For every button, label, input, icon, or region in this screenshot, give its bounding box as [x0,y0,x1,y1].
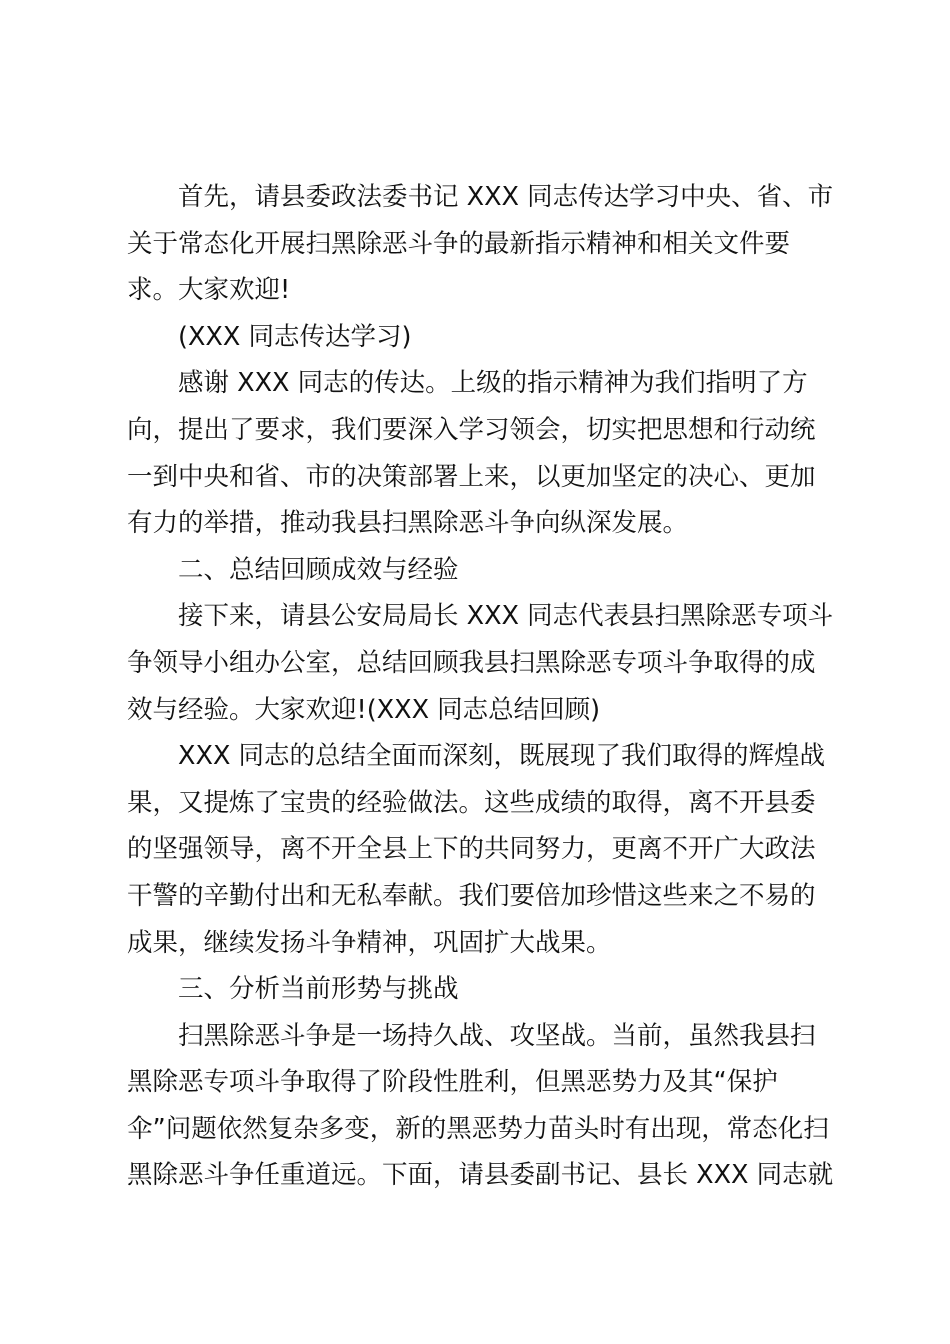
text-line: 干警的辛勤付出和无私奉献。我们要倍加珍惜这些来之不易的 [127,880,816,911]
text-line: 效与经验。大家欢迎!(XXX 同志总结回顾) [127,694,601,725]
text-line: 求。大家欢迎! [127,275,291,306]
text-line: 果，又提炼了宝贵的经验做法。这些成绩的取得，离不开县委 [127,787,816,818]
text-line: 黑除恶专项斗争取得了阶段性胜利，但黑恶势力及其“保护 [127,1067,778,1098]
text-line: 扫黑除恶斗争是一场持久战、攻坚战。当前，虽然我县扫 [178,1020,816,1051]
text-line: 接下来，请县公安局局长 XXX 同志代表县扫黑除恶专项斗 [178,601,834,632]
text-line: 黑除恶斗争任重道远。下面，请县委副书记、县长 XXX 同志就 [127,1160,834,1191]
text-line: 争领导小组办公室，总结回顾我县扫黑除恶专项斗争取得的成 [127,647,816,678]
text-line: 感谢 XXX 同志的传达。上级的指示精神为我们指明了方 [178,368,808,399]
text-line: 向，提出了要求，我们要深入学习领会，切实把思想和行动统 [127,414,816,445]
text-line: (XXX 同志传达学习) [178,321,412,352]
text-line: 成果，继续发扬斗争精神，巩固扩大战果。 [127,927,612,958]
text-line: 伞”问题依然复杂多变，新的黑恶势力苗头时有出现，常态化扫 [127,1113,829,1144]
section-heading: 二、总结回顾成效与经验 [178,554,459,585]
text-line: 有力的举措，推动我县扫黑除恶斗争向纵深发展。 [127,508,689,539]
text-line: 首先，请县委政法委书记 XXX 同志传达学习中央、省、市 [178,182,834,212]
text-line: 一到中央和省、市的决策部署上来，以更加坚定的决心、更加 [127,461,816,492]
text-line: 关于常态化开展扫黑除恶斗争的最新指示精神和相关文件要 [127,228,791,259]
text-line: 的坚强领导，离不开全县上下的共同努力，更离不开广大政法 [127,834,816,865]
section-heading: 三、分析当前形势与挑战 [178,974,459,1005]
document-body [127,174,833,1199]
text-line: XXX 同志的总结全面而深刻，既展现了我们取得的辉煌战 [178,741,826,772]
